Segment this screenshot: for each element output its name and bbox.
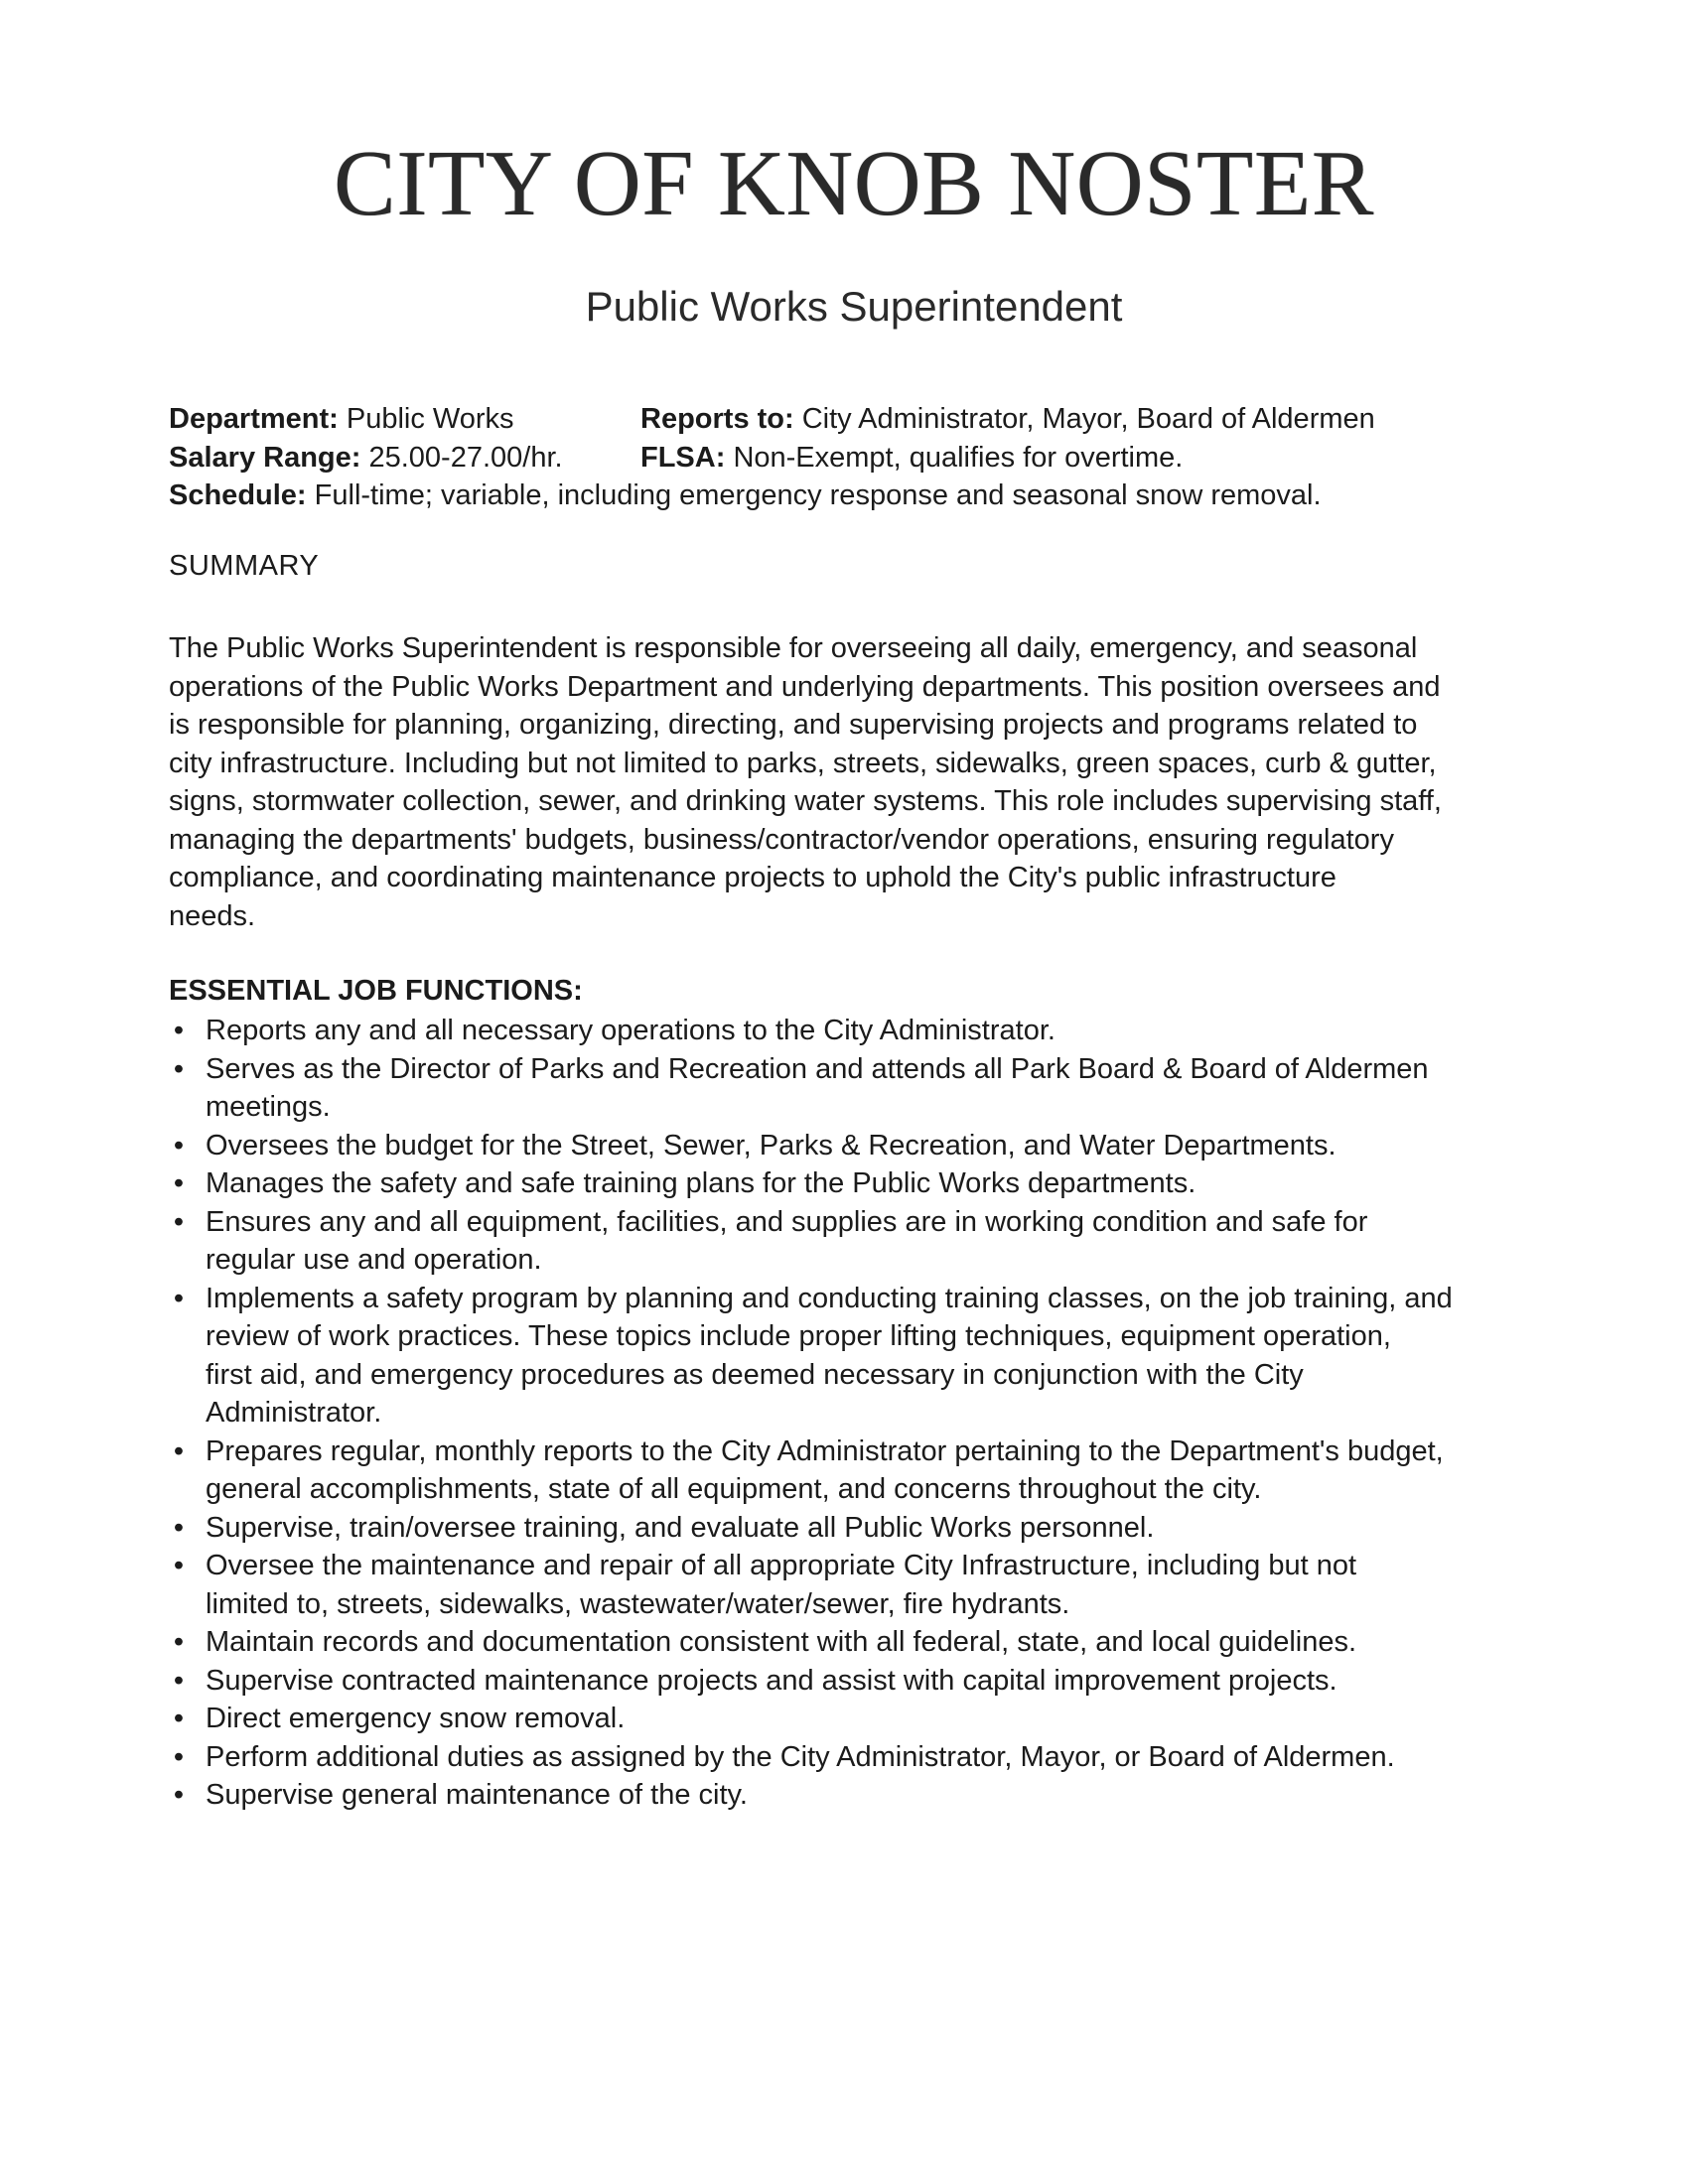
function-item bbox=[169, 1662, 1559, 1701]
summary-line: compliance, and coordinating maintenance projects to uphold the City's public infrastructure bbox=[169, 862, 1336, 893]
summary-line: city infrastructure. Including but not limited to parks, streets, sidewalks, green spaces, curb & gutter, bbox=[169, 747, 1437, 779]
function-item-line: Supervise general maintenance of the city. bbox=[206, 1779, 748, 1811]
function-item bbox=[169, 1509, 1559, 1548]
function-item-line: meetings. bbox=[206, 1091, 331, 1123]
flsa-label: FLSA: bbox=[640, 441, 726, 474]
department-value: Public Works bbox=[346, 403, 514, 435]
info-row-department bbox=[169, 400, 1375, 439]
function-item-line: Perform additional duties as assigned by the City Administrator, Mayor, or Board of Aldermen. bbox=[206, 1740, 1395, 1773]
info-row-salary bbox=[169, 439, 1322, 478]
summary-line: needs. bbox=[169, 899, 256, 932]
summary-line: The Public Works Superintendent is responsible for overseeing all daily, emergency, and seasonal bbox=[169, 632, 1418, 664]
salary-value: 25.00-27.00/hr. bbox=[368, 441, 563, 474]
function-item-line: Maintain records and documentation consistent with all federal, state, and local guidelines. bbox=[206, 1626, 1357, 1658]
function-item-line: Serves as the Director of Parks and Recreation and attends all Park Board & Board of Aldermen bbox=[206, 1052, 1429, 1085]
job-info-block bbox=[169, 400, 1375, 515]
function-item bbox=[169, 1700, 1559, 1738]
function-item bbox=[169, 1050, 1559, 1127]
reports-to-field bbox=[640, 400, 1375, 439]
essential-functions-list bbox=[169, 1012, 1559, 1815]
function-item-line: first aid, and emergency procedures as deemed necessary in conjunction with the City bbox=[206, 1358, 1304, 1391]
job-title: Public Works Superintendent bbox=[585, 283, 1123, 330]
function-item bbox=[169, 1164, 1559, 1203]
summary-line: is responsible for planning, organizing, directing, and supervising projects and programs related to bbox=[169, 709, 1418, 741]
function-item-line: Implements a safety program by planning and conducting training classes, on the job training, and bbox=[206, 1282, 1453, 1314]
function-item bbox=[169, 1547, 1559, 1623]
function-item-line: regular use and operation. bbox=[206, 1244, 542, 1276]
summary-line: signs, stormwater collection, sewer, and drinking water systems. This role includes supervising staff, bbox=[169, 785, 1442, 817]
function-item bbox=[169, 1623, 1559, 1662]
salary-label: Salary Range: bbox=[169, 441, 361, 474]
schedule-value: Full-time; variable, including emergency response and seasonal snow removal. bbox=[314, 479, 1322, 511]
function-item bbox=[169, 1127, 1559, 1165]
summary-line: operations of the Public Works Department and underlying departments. This position oversees and bbox=[169, 670, 1441, 703]
bullet-icon: • bbox=[173, 1129, 185, 1161]
bullet-icon: • bbox=[173, 1703, 185, 1734]
function-item-line: Ensures any and all equipment, facilities, and supplies are in working condition and safe for bbox=[206, 1205, 1368, 1238]
function-item-line: Oversees the budget for the Street, Sewer, Parks & Recreation, and Water Departments. bbox=[206, 1129, 1336, 1161]
function-item-line: limited to, streets, sidewalks, wastewater/water/sewer, fire hydrants. bbox=[206, 1587, 1070, 1620]
bullet-icon: • bbox=[173, 1550, 185, 1581]
bullet-icon: • bbox=[173, 1434, 185, 1467]
bullet-icon: • bbox=[173, 1205, 185, 1238]
summary-paragraph bbox=[169, 629, 1559, 935]
function-item-line: review of work practices. These topics include proper lifting techniques, equipment operation, bbox=[206, 1320, 1391, 1352]
bullet-icon: • bbox=[173, 1740, 185, 1773]
function-item-line: Supervise, train/oversee training, and evaluate all Public Works personnel. bbox=[206, 1511, 1155, 1544]
reports-to-value: City Administrator, Mayor, Board of Aldermen bbox=[801, 403, 1375, 435]
bullet-icon: • bbox=[173, 1626, 185, 1658]
function-item bbox=[169, 1203, 1559, 1280]
department-field bbox=[169, 403, 514, 435]
function-item-line: Direct emergency snow removal. bbox=[206, 1703, 626, 1734]
function-item-line: Administrator. bbox=[206, 1397, 382, 1429]
reports-to-label: Reports to: bbox=[640, 403, 794, 435]
bullet-icon: • bbox=[173, 1052, 185, 1085]
function-item-line: Oversee the maintenance and repair of all appropriate City Infrastructure, including but not bbox=[206, 1550, 1357, 1581]
function-item-line: Reports any and all necessary operations to the City Administrator. bbox=[206, 1015, 1055, 1046]
bullet-icon: • bbox=[173, 1167, 185, 1199]
schedule-label: Schedule: bbox=[169, 479, 307, 511]
function-item bbox=[169, 1776, 1559, 1815]
page-title: CITY OF KNOB NOSTER bbox=[334, 132, 1374, 235]
summary-line: managing the departments' budgets, business/contractor/vendor operations, ensuring regulatory bbox=[169, 823, 1394, 856]
bullet-icon: • bbox=[173, 1664, 185, 1697]
summary-heading: SUMMARY bbox=[169, 550, 320, 582]
function-item bbox=[169, 1280, 1559, 1433]
function-item bbox=[169, 1433, 1559, 1509]
function-item-line: Prepares regular, monthly reports to the City Administrator pertaining to the Department's budget, bbox=[206, 1434, 1444, 1467]
function-item-line: Supervise contracted maintenance projects and assist with capital improvement projects. bbox=[206, 1664, 1337, 1697]
function-item-line: general accomplishments, state of all equipment, and concerns throughout the city. bbox=[206, 1473, 1262, 1505]
bullet-icon: • bbox=[173, 1015, 185, 1046]
salary-field bbox=[169, 442, 563, 474]
bullet-icon: • bbox=[173, 1779, 185, 1811]
department-label: Department: bbox=[169, 403, 339, 435]
info-row-schedule bbox=[169, 477, 1322, 515]
flsa-field bbox=[640, 439, 1183, 478]
flsa-value: Non-Exempt, qualifies for overtime. bbox=[733, 441, 1184, 474]
function-item bbox=[169, 1738, 1559, 1777]
bullet-icon: • bbox=[173, 1282, 185, 1314]
essential-functions-heading: ESSENTIAL JOB FUNCTIONS: bbox=[169, 975, 583, 1007]
bullet-icon: • bbox=[173, 1511, 185, 1544]
function-item-line: Manages the safety and safe training plans for the Public Works departments. bbox=[206, 1167, 1196, 1199]
function-item bbox=[169, 1012, 1559, 1050]
